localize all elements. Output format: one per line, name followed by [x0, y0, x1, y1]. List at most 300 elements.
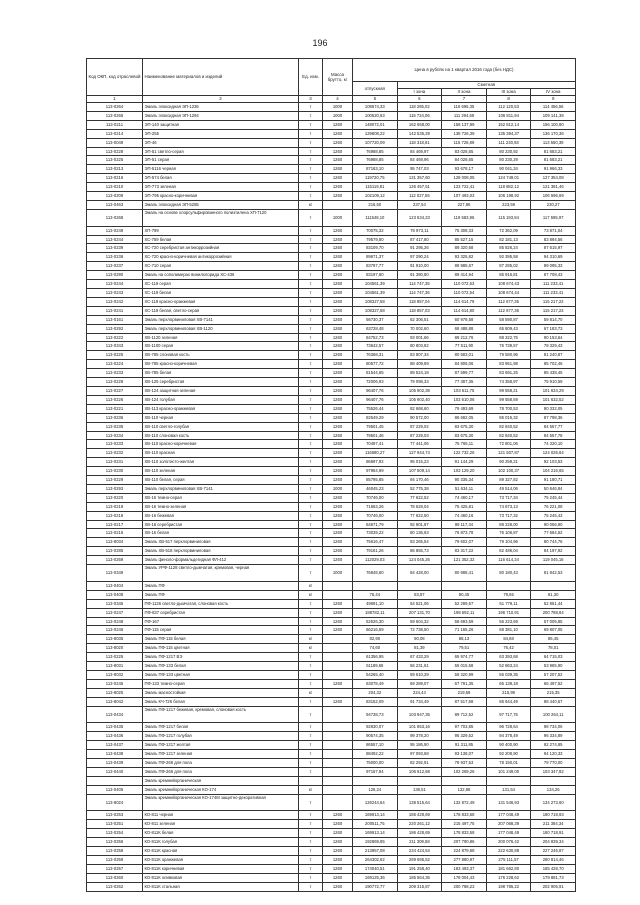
cell-zone-3-price: 84,68 — [486, 635, 531, 644]
cell-name: Эмаль ПФ-133 цветная — [143, 670, 299, 679]
cell-zone-2-price: 58 693,59 — [442, 617, 487, 626]
cell-zone-4-price: 78 329,43 — [531, 342, 576, 351]
cell-unit: т — [299, 565, 323, 582]
table-row — [87, 111, 576, 120]
cell-name: ХС-710 серая — [143, 262, 299, 271]
cell-unit: т — [299, 147, 323, 156]
cell-zone-1-price: 87 229,02 — [397, 422, 442, 431]
cell-release-price: 84752,73 — [353, 333, 398, 342]
column-number: 2 — [143, 96, 299, 103]
cell-zone-4-price: 66 497,52 — [531, 679, 576, 688]
cell-mass: 1260 — [323, 608, 353, 617]
cell-unit: т — [299, 440, 323, 449]
cell-release-price: 169125,36 — [353, 873, 398, 882]
cell-mass: 1260 — [323, 333, 353, 342]
cell-name: ХВ-124 голубая — [143, 395, 299, 404]
cell-mass: 1260 — [323, 538, 353, 547]
cell-name: ХВ-124 защитная зеленая — [143, 386, 299, 395]
cell-code — [87, 776, 143, 785]
cell-zone-2-price: 90 335,34 — [442, 476, 487, 485]
cell-zone-3-price: 102 100,37 — [486, 467, 531, 476]
cell-mass — [323, 723, 353, 732]
cell-zone-4-price: 227 245,87 — [531, 847, 576, 856]
cell-code: 113-0242 — [87, 297, 143, 306]
cell-code: 113-0264 — [87, 103, 143, 112]
table-row — [87, 635, 576, 644]
cell-release-price: 76988,85 — [353, 147, 398, 156]
cell-name: Эмаль ПФ-133 белая — [143, 662, 299, 671]
cell-zone-4-price: 114 456,56 — [531, 103, 576, 112]
cell-zone-2-price: 215 497,75 — [442, 820, 487, 829]
cell-name: ХВ-1100 серая — [143, 342, 299, 351]
cell-zone-2-price: 83 675,30 — [442, 422, 487, 431]
cell-release-price: 75616,47 — [353, 538, 398, 547]
cell-name: Эмаль на сополимерах винилхлорида ХС-436 — [143, 271, 299, 280]
table-row — [87, 767, 576, 776]
cell-zone-2-price: 79 493,69 — [442, 404, 487, 413]
cell-mass — [323, 750, 353, 759]
cell-release-price: 92830,07 — [353, 723, 398, 732]
cell-zone-1-price: 123 534,23 — [397, 209, 442, 226]
cell-zone-1-price: 234 424,54 — [397, 847, 442, 856]
table-row — [87, 838, 576, 847]
cell-zone-3-price: 51 779,11 — [486, 599, 531, 608]
cell-zone-1-price — [397, 776, 442, 785]
cell-zone-3-price: 79 580,96 — [486, 351, 531, 360]
cell-zone-3-price: 121 507,87 — [486, 449, 531, 458]
cell-unit: кг — [299, 785, 323, 794]
cell-mass: 1260 — [323, 864, 353, 873]
cell-zone-4-price: 91 966,33 — [531, 165, 576, 174]
cell-zone-2-price: 91 311,85 — [442, 741, 487, 750]
cell-unit: т — [299, 129, 323, 138]
cell-zone-4-price: 185 428,70 — [531, 864, 576, 873]
cell-release-price: 126244,64 — [353, 794, 398, 811]
cell-zone-4-price: 80 332,05 — [531, 404, 576, 413]
cell-code: 113-0221 — [87, 404, 143, 413]
cell-zone-4-price: 124 026,64 — [531, 449, 576, 458]
cell-zone-2-price: 227,86 — [442, 200, 487, 209]
column-number: 5 — [353, 96, 398, 103]
cell-zone-2-price: 83 028,65 — [442, 147, 487, 156]
cell-zone-3-price: 115 193,84 — [486, 209, 531, 226]
cell-zone-4-price — [531, 581, 576, 590]
cell-zone-2-price: 207 790,86 — [442, 838, 487, 847]
cell-release-price: 73642,57 — [353, 342, 398, 351]
cell-zone-2-price: 84 028,65 — [442, 156, 487, 165]
cell-unit: т — [299, 493, 323, 502]
cell-zone-2-price: 119 583,96 — [442, 209, 487, 226]
cell-zone-4-price: 57 005,85 — [531, 617, 576, 626]
cell-code: 113-0049 — [87, 138, 143, 147]
cell-zone-3-price: 78 150,01 — [486, 759, 531, 768]
cell-release-price: 90574,35 — [353, 732, 398, 741]
cell-zone-3-price: 96 728,64 — [486, 723, 531, 732]
table-row — [87, 581, 576, 590]
table-row — [87, 811, 576, 820]
cell-unit: т — [299, 422, 323, 431]
cell-release-price: 100520,63 — [353, 111, 398, 120]
cell-zone-2-price: 86 682,05 — [442, 413, 487, 422]
cell-zone-1-price: 211 309,58 — [397, 838, 442, 847]
cell-zone-1-price: 91 380,80 — [397, 271, 442, 280]
cell-name: ЭП-140 защитная — [143, 120, 299, 129]
cell-name: ХВ-110 светло-голубая — [143, 422, 299, 431]
cell-zone-4-price: 104 216,65 — [531, 467, 576, 476]
cell-zone-3-price: 82 181,13 — [486, 235, 531, 244]
cell-mass: 1260 — [323, 306, 353, 315]
table-row — [87, 120, 576, 129]
cell-zone-1-price: 138,51 — [397, 785, 442, 794]
cell-code: 113-0239 — [87, 244, 143, 253]
table-row — [87, 590, 576, 599]
cell-zone-4-price: 180 718,91 — [531, 829, 576, 838]
cell-name: Эмаль перхлорвиниловая ХВ-7141 — [143, 484, 299, 493]
cell-zone-4-price: 80 744,76 — [531, 538, 576, 547]
cell-unit: т — [299, 209, 323, 226]
cell-zone-4-price — [531, 776, 576, 785]
cell-release-price: 192869,85 — [353, 838, 398, 847]
cell-zone-1-price: 86 855,73 — [397, 547, 442, 556]
cell-unit: т — [299, 413, 323, 422]
cell-zone-1-price: 81,39 — [397, 644, 442, 653]
cell-unit: т — [299, 253, 323, 262]
cell-zone-1-price: 79 098,33 — [397, 378, 442, 387]
cell-release-price: 264302,62 — [353, 855, 398, 864]
cell-mass: 1260 — [323, 820, 353, 829]
cell-zone-4-price: 121 381,46 — [531, 183, 576, 192]
cell-zone-3-price: 181 662,80 — [486, 864, 531, 873]
cell-name: Эмаль ПФ-1217 белая — [143, 723, 299, 732]
cell-code: 113-0230 — [87, 467, 143, 476]
table-row — [87, 626, 576, 635]
table-row — [87, 882, 576, 891]
header-zone-4: IV зона — [531, 89, 576, 96]
table-row — [87, 855, 576, 864]
cell-zone-1-price: 77 622,52 — [397, 493, 442, 502]
cell-zone-4-price: 53 965,90 — [531, 662, 576, 671]
cell-zone-3-price: 101 249,00 — [486, 767, 531, 776]
table-row — [87, 467, 576, 476]
cell-mass — [323, 670, 353, 679]
table-row — [87, 440, 576, 449]
cell-zone-3-price: 112 120,53 — [486, 103, 531, 112]
cell-release-price: 107720,09 — [353, 138, 398, 147]
table-row — [87, 776, 576, 785]
cell-code: 113-0214 — [87, 129, 143, 138]
cell-unit: т — [299, 511, 323, 520]
cell-unit: т — [299, 306, 323, 315]
cell-zone-3-price: 76 739,57 — [486, 342, 531, 351]
cell-code: 113-0249 — [87, 226, 143, 235]
cell-release-price: 63078,49 — [353, 679, 398, 688]
cell-unit: т — [299, 750, 323, 759]
table-row — [87, 413, 576, 422]
cell-zone-2-price: 87 517,58 — [442, 697, 487, 706]
cell-unit: т — [299, 120, 323, 129]
cell-release-price: 63728,48 — [353, 324, 398, 333]
cell-zone-3-price: 112 677,35 — [486, 297, 531, 306]
cell-name: КО-811К красная — [143, 847, 299, 856]
cell-mass — [323, 767, 353, 776]
cell-unit: т — [299, 723, 323, 732]
cell-mass: 1260 — [323, 253, 353, 262]
cell-release-price: 104561,39 — [353, 280, 398, 289]
cell-mass: 1260 — [323, 458, 353, 467]
cell-zone-2-price: 138 726,39 — [442, 129, 487, 138]
cell-zone-3-price: 108 674,43 — [486, 280, 531, 289]
cell-mass: 1000 — [323, 111, 353, 120]
cell-zone-4-price: 69 807,05 — [531, 626, 576, 635]
cell-unit: т — [299, 360, 323, 369]
cell-zone-4-price: 211 384,34 — [531, 820, 576, 829]
cell-unit: т — [299, 111, 323, 120]
cell-zone-1-price: 82 668,60 — [397, 404, 442, 413]
header-smetnaya: Сметная — [397, 82, 575, 89]
cell-mass: 1260 — [323, 378, 353, 387]
cell-mass: 1260 — [323, 449, 353, 458]
cell-zone-1-price: 103 947,35 — [397, 706, 442, 723]
cell-code: 113-0243 — [87, 289, 143, 298]
header-release-price: отпускная — [353, 82, 398, 96]
cell-mass: 1260 — [323, 192, 353, 201]
cell-zone-3-price: 177 048,49 — [486, 829, 531, 838]
cell-release-price: 97167,94 — [353, 767, 398, 776]
table-row — [87, 192, 576, 201]
cell-name: ХВ-785 красно-коричневая — [143, 360, 299, 369]
cell-zone-1-price: 77 622,50 — [397, 511, 442, 520]
cell-zone-3-price: 79 104,96 — [486, 538, 531, 547]
cell-unit: т — [299, 502, 323, 511]
cell-zone-2-price: 110 072,53 — [442, 280, 487, 289]
cell-zone-3-price: 78 700,53 — [486, 404, 531, 413]
cell-zone-2-price: 67 791,35 — [442, 679, 487, 688]
cell-zone-4-price: 87 798,36 — [531, 413, 576, 422]
cell-code: 113-0251 — [87, 820, 143, 829]
cell-zone-2-price: 178 833,58 — [442, 811, 487, 820]
cell-mass: 1260 — [323, 847, 353, 856]
cell-zone-4-price: 156 100,80 — [531, 120, 576, 129]
header-mass: Масса брутто, кг — [323, 59, 353, 96]
table-row — [87, 608, 576, 617]
cell-unit: т — [299, 192, 323, 201]
cell-zone-3-price: 92 208,90 — [486, 750, 531, 759]
column-number: 6 — [397, 96, 442, 103]
cell-unit: т — [299, 759, 323, 768]
cell-zone-2-price: 79,51 — [442, 644, 487, 653]
cell-release-price: 102109,12 — [353, 192, 398, 201]
cell-unit: т — [299, 138, 323, 147]
cell-mass: 1260 — [323, 529, 353, 538]
price-table-container — [86, 58, 576, 892]
cell-zone-2-price: 80 988,41 — [442, 565, 487, 582]
cell-mass: 1260 — [323, 183, 353, 192]
price-table — [86, 58, 576, 892]
cell-mass — [323, 653, 353, 662]
cell-zone-3-price: 82 840,52 — [486, 422, 531, 431]
cell-code: 113-0232 — [87, 449, 143, 458]
table-body — [87, 103, 576, 892]
cell-unit: т — [299, 847, 323, 856]
cell-unit: т — [299, 244, 323, 253]
cell-zone-4-price: 117 595,97 — [531, 209, 576, 226]
cell-zone-2-price: 115 726,89 — [442, 138, 487, 147]
cell-name: ХВ-110 зеленая — [143, 467, 299, 476]
cell-zone-2-price: 71 165,26 — [442, 626, 487, 635]
cell-zone-2-price: 89 117,34 — [442, 520, 487, 529]
cell-release-price: 216,50 — [353, 200, 398, 209]
cell-unit: т — [299, 395, 323, 404]
cell-mass: 1260 — [323, 147, 353, 156]
cell-zone-4-price: 115 217,22 — [531, 297, 576, 306]
cell-zone-4-price: 57 207,52 — [531, 670, 576, 679]
cell-name: ХВ-785 белая — [143, 369, 299, 378]
cell-zone-4-price: 180 718,93 — [531, 811, 576, 820]
cell-code: 113-8031 — [87, 662, 143, 671]
cell-release-price: 81544,65 — [353, 369, 398, 378]
cell-zone-4-price: 64 715,03 — [531, 653, 576, 662]
cell-release-price: 96407,76 — [353, 386, 398, 395]
cell-release-price: 70497,41 — [353, 440, 398, 449]
cell-unit: т — [299, 183, 323, 192]
cell-name: ХВ-125 серебристая — [143, 378, 299, 387]
cell-zone-3-price: 63 393,68 — [486, 653, 531, 662]
cell-name: ХС-119 красно-оранжевая — [143, 297, 299, 306]
cell-zone-3-price: 86 644,49 — [486, 697, 531, 706]
cell-zone-1-price: 124 045,26 — [397, 556, 442, 565]
cell-zone-2-price: 200 788,23 — [442, 882, 487, 891]
cell-zone-3-price: 73 717,34 — [486, 493, 531, 502]
table-row — [87, 458, 576, 467]
cell-zone-4-price: 89 095,33 — [531, 262, 576, 271]
cell-name: Эмаль кремнийорганическая КО-174М защитно-декоративная — [143, 794, 299, 811]
table-row — [87, 378, 576, 387]
cell-mass: 1260 — [323, 120, 353, 129]
cell-mass: 1260 — [323, 502, 353, 511]
cell-zone-4-price: 78,01 — [531, 644, 576, 653]
cell-release-price: 108327,58 — [353, 297, 398, 306]
table-row — [87, 165, 576, 174]
cell-unit: т — [299, 386, 323, 395]
cell-zone-3-price: 222 630,88 — [486, 847, 531, 856]
cell-zone-1-price: 142 535,29 — [397, 129, 442, 138]
cell-code: 113-0265 — [87, 111, 143, 120]
cell-name: ХВ-110 черная — [143, 413, 299, 422]
cell-zone-2-price: 114 614,79 — [442, 297, 487, 306]
cell-mass — [323, 732, 353, 741]
cell-zone-1-price: 105 902,40 — [397, 395, 442, 404]
cell-zone-2-price: 80,45 — [442, 590, 487, 599]
cell-zone-1-price: 59 610,29 — [397, 670, 442, 679]
cell-mass — [323, 581, 353, 590]
cell-zone-4-price: 103 347,82 — [531, 767, 576, 776]
cell-zone-1-price: 91 295,26 — [397, 244, 442, 253]
cell-zone-1-price: 127 944,74 — [397, 449, 442, 458]
cell-mass: 1260 — [323, 811, 353, 820]
cell-release-price: 82549,29 — [353, 413, 398, 422]
cell-unit: т — [299, 697, 323, 706]
cell-mass: 1260 — [323, 873, 353, 882]
cell-code: 113-0211 — [87, 120, 143, 129]
table-row — [87, 315, 576, 324]
cell-zone-2-price: 85 527,15 — [442, 235, 487, 244]
table-row — [87, 741, 576, 750]
cell-unit: т — [299, 484, 323, 493]
cell-zone-1-price: 118 857,03 — [397, 306, 442, 315]
cell-zone-3-price: 83 691,25 — [486, 369, 531, 378]
cell-zone-3-price: 76 106,87 — [486, 529, 531, 538]
cell-name: ЭП-51 серая — [143, 156, 299, 165]
cell-release-price: 76368,31 — [353, 351, 398, 360]
cell-unit: т — [299, 174, 323, 183]
cell-zone-1-price: 237,54 — [397, 200, 442, 209]
cell-zone-3-price: 56 039,35 — [486, 670, 531, 679]
cell-code: 113-0269 — [87, 556, 143, 565]
cell-zone-3-price: 85 916,81 — [486, 271, 531, 280]
cell-name: Эмаль масностойкая — [143, 688, 299, 697]
table-row — [87, 360, 576, 369]
cell-release-price: 104561,39 — [353, 289, 398, 298]
cell-release-price: 79579,80 — [353, 235, 398, 244]
cell-release-price: 76,44 — [353, 590, 398, 599]
cell-zone-1-price: 105 902,38 — [397, 386, 442, 395]
table-row — [87, 502, 576, 511]
cell-zone-3-price: 65 139,18 — [486, 679, 531, 688]
cell-zone-1-price: 186 428,69 — [397, 811, 442, 820]
cell-unit: т — [299, 262, 323, 271]
cell-name: ПФ-115 серая — [143, 626, 299, 635]
cell-zone-4-price: 134 273,60 — [531, 794, 576, 811]
cell-code: 113-0257 — [87, 864, 143, 873]
cell-name: КО-811 зеленая — [143, 820, 299, 829]
cell-name: ХВ-110 красная — [143, 449, 299, 458]
cell-zone-4-price: 106 596,69 — [531, 192, 576, 201]
cell-zone-1-price: 138 515,64 — [397, 794, 442, 811]
cell-mass — [323, 644, 353, 653]
cell-zone-3-price: 112 677,36 — [486, 306, 531, 315]
cell-release-price — [353, 581, 398, 590]
cell-zone-4-price: 79 770,00 — [531, 759, 576, 768]
cell-zone-1-price: 52 775,38 — [397, 484, 442, 493]
cell-mass: 1260 — [323, 679, 353, 688]
cell-release-price: 83197,80 — [353, 271, 398, 280]
table-row — [87, 351, 576, 360]
cell-mass — [323, 200, 353, 209]
cell-zone-2-price: 89 414,94 — [442, 271, 487, 280]
cell-release-price: 174040,51 — [353, 864, 398, 873]
cell-name: ПФ-837 серебристая — [143, 608, 299, 617]
table-row — [87, 864, 576, 873]
cell-code: 113-8034 — [87, 538, 143, 547]
table-row — [87, 697, 576, 706]
cell-zone-4-price: 87 708,43 — [531, 271, 576, 280]
cell-code: 113-0436 — [87, 732, 143, 741]
cell-name: Эмаль эпоксидная ЭП-1236 — [143, 103, 299, 112]
cell-zone-1-price: 59 604,32 — [397, 617, 442, 626]
cell-release-price: 97964,99 — [353, 467, 398, 476]
cell-code: 113-0227 — [87, 386, 143, 395]
cell-mass: 1260 — [323, 395, 353, 404]
cell-zone-1-price: 95 747,03 — [397, 165, 442, 174]
cell-unit: т — [299, 529, 323, 538]
cell-name: ХС-119 белая — [143, 289, 299, 298]
cell-mass: 1000 — [323, 565, 353, 582]
cell-zone-1-price: 118 857,04 — [397, 297, 442, 306]
cell-zone-2-price: 102 269,26 — [442, 767, 487, 776]
cell-code: 113-0220 — [87, 493, 143, 502]
cell-release-price: 213957,08 — [353, 847, 398, 856]
cell-zone-2-price: 111 294,69 — [442, 111, 487, 120]
